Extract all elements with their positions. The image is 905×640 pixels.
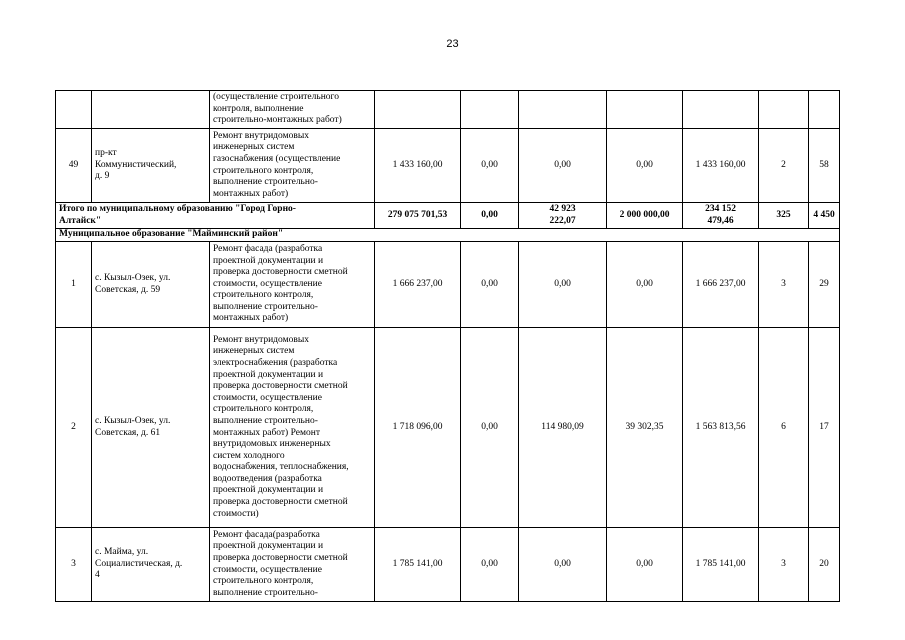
table-row bbox=[56, 528, 840, 602]
cost-col-2: 0,00 bbox=[519, 528, 607, 602]
description-cell: Ремонт внутридомовых инженерных систем электроснабжения (разработка проектной документации и проверка достоверности сметной стоимости, осуществление строительного контроля, выполнение строительно- монтажных работ) Ремонт внутридомовых инженерных систем холодного водоснабжения, теплоснабжения, водоотведения (разработка проектной документации и проверка достоверности сметной стоимости) bbox=[210, 328, 375, 528]
cost-col-2: 42 923 222,07 bbox=[519, 203, 607, 229]
total-cost-cell: 1 433 160,00 bbox=[375, 129, 461, 203]
cost-col-3 bbox=[607, 91, 683, 129]
table-row bbox=[56, 129, 840, 203]
budget-table bbox=[55, 90, 840, 602]
address-cell bbox=[92, 91, 210, 129]
cost-col-4: 234 152 479,46 bbox=[683, 203, 759, 229]
cost-col-4 bbox=[683, 91, 759, 129]
table-row bbox=[56, 328, 840, 528]
cost-col-2: 0,00 bbox=[519, 242, 607, 328]
count-col-1: 3 bbox=[759, 528, 809, 602]
count-col-2: 58 bbox=[809, 129, 840, 203]
row-number: 1 bbox=[56, 242, 92, 328]
count-col-2: 17 bbox=[809, 328, 840, 528]
cost-col-3: 0,00 bbox=[607, 528, 683, 602]
address-cell: пр-кт Коммунистический, д. 9 bbox=[92, 129, 210, 203]
cost-col-4: 1 785 141,00 bbox=[683, 528, 759, 602]
cost-col-2 bbox=[519, 91, 607, 129]
page-number: 23 bbox=[446, 38, 459, 50]
total-cost-cell: 279 075 701,53 bbox=[375, 203, 461, 229]
count-col-1: 6 bbox=[759, 328, 809, 528]
row-number: 2 bbox=[56, 328, 92, 528]
section-title: Муниципальное образование "Майминский район" bbox=[56, 229, 840, 242]
cost-col-2: 0,00 bbox=[519, 129, 607, 203]
count-col-1 bbox=[759, 91, 809, 129]
row-number: 3 bbox=[56, 528, 92, 602]
cost-col-3: 0,00 bbox=[607, 242, 683, 328]
row-number: 49 bbox=[56, 129, 92, 203]
cost-col-1: 0,00 bbox=[461, 129, 519, 203]
description-cell: Ремонт фасада(разработка проектной документации и проверка достоверности сметной стоимости, осуществление строительного контроля, выполнение строительно- bbox=[210, 528, 375, 602]
cost-col-3: 39 302,35 bbox=[607, 328, 683, 528]
cost-col-1: 0,00 bbox=[461, 328, 519, 528]
total-cost-cell: 1 718 096,00 bbox=[375, 328, 461, 528]
total-cost-cell bbox=[375, 91, 461, 129]
description-cell: Ремонт фасада (разработка проектной документации и проверка достоверности сметной стоимости, осуществление строительного контроля, выполнение строительно- монтажных работ) bbox=[210, 242, 375, 328]
address-cell: с. Кызыл-Озек, ул. Советская, д. 61 bbox=[92, 328, 210, 528]
count-col-2 bbox=[809, 91, 840, 129]
cost-col-3: 0,00 bbox=[607, 129, 683, 203]
description-cell: (осуществление строительного контроля, выполнение строительно-монтажных работ) bbox=[210, 91, 375, 129]
count-col-1: 3 bbox=[759, 242, 809, 328]
row-number bbox=[56, 91, 92, 129]
section-header-row bbox=[56, 229, 840, 242]
address-cell: с. Кызыл-Озек, ул. Советская, д. 59 bbox=[92, 242, 210, 328]
cost-col-1 bbox=[461, 91, 519, 129]
total-label: Итого по муниципальному образованию "Город Горно- Алтайск" bbox=[56, 203, 375, 229]
count-col-1: 2 bbox=[759, 129, 809, 203]
total-cost-cell: 1 666 237,00 bbox=[375, 242, 461, 328]
total-row bbox=[56, 203, 840, 229]
table-row bbox=[56, 91, 840, 129]
table-row bbox=[56, 242, 840, 328]
count-col-1: 325 bbox=[759, 203, 809, 229]
cost-col-4: 1 666 237,00 bbox=[683, 242, 759, 328]
cost-col-4: 1 433 160,00 bbox=[683, 129, 759, 203]
count-col-2: 20 bbox=[809, 528, 840, 602]
description-cell: Ремонт внутридомовых инженерных систем газоснабжения (осуществление строительного контроля, выполнение строительно- монтажных работ) bbox=[210, 129, 375, 203]
cost-col-4: 1 563 813,56 bbox=[683, 328, 759, 528]
cost-col-1: 0,00 bbox=[461, 528, 519, 602]
total-cost-cell: 1 785 141,00 bbox=[375, 528, 461, 602]
address-cell: с. Майма, ул. Социалистическая, д. 4 bbox=[92, 528, 210, 602]
cost-col-2: 114 980,09 bbox=[519, 328, 607, 528]
cost-col-1: 0,00 bbox=[461, 203, 519, 229]
count-col-2: 29 bbox=[809, 242, 840, 328]
cost-col-1: 0,00 bbox=[461, 242, 519, 328]
count-col-2: 4 450 bbox=[809, 203, 840, 229]
cost-col-3: 2 000 000,00 bbox=[607, 203, 683, 229]
